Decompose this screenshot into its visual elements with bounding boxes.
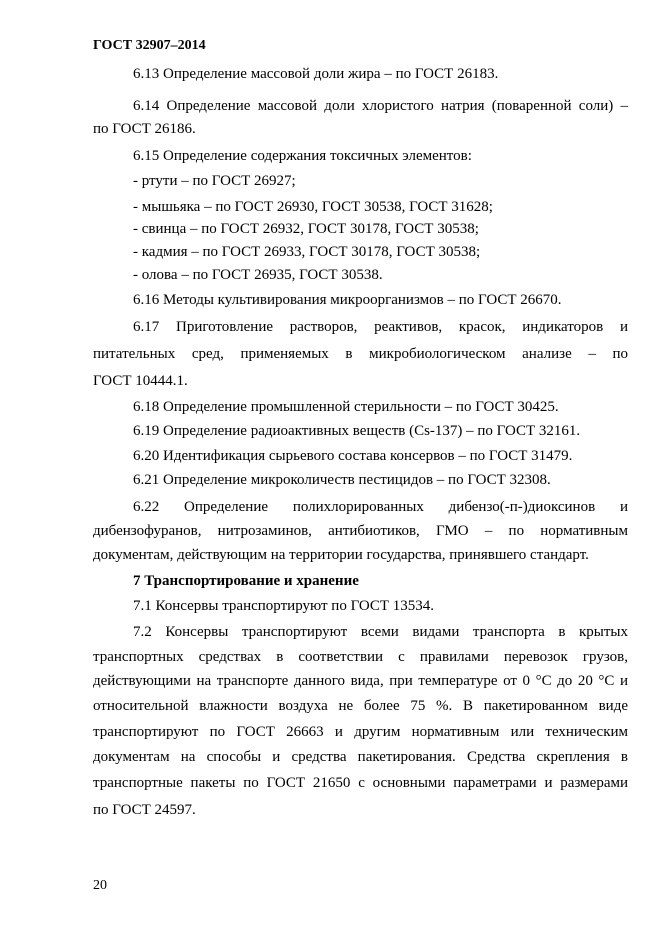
text-line-6-17-cont1: питательных сред, применяемых в микробиологическом анализе – по [93,346,628,362]
text-line-7-2-cont1: транспортных средствах в соответствии с правилами перевозок грузов, [93,649,628,665]
list-item-lead: - свинца – по ГОСТ 26932, ГОСТ 30178, ГОСТ 30538; [133,221,479,237]
text-line-7-2-cont7: по ГОСТ 24597. [93,802,196,818]
text-line-6-19: 6.19 Определение радиоактивных веществ (Cs-137) – по ГОСТ 32161. [133,423,581,439]
section-heading-7: 7 Транспортирование и хранение [133,573,359,589]
list-item-mercury: - ртути – по ГОСТ 26927; [133,173,296,189]
text-line-6-16: 6.16 Методы культивирования микроорганизмов – по ГОСТ 26670. [133,292,562,308]
text-line-6-22-cont2: документам, действующим на территории государства, принявшего стандарт. [93,547,589,563]
text-line-7-2-cont3: относительной влажности воздуха не более 75 %. В пакетированном виде [93,698,628,714]
text-line-6-21: 6.21 Определение микроколичеств пестицидов – по ГОСТ 32308. [133,472,551,488]
list-item-arsenic: - мышьяка – по ГОСТ 26930, ГОСТ 30538, ГОСТ 31628; [133,199,493,215]
text-line-7-2-cont6: транспортные пакеты по ГОСТ 21650 с основными параметрами и размерами [93,775,628,791]
list-item-cadmium: - кадмия – по ГОСТ 26933, ГОСТ 30178, ГОСТ 30538; [133,244,481,260]
text-line-6-17-cont2: ГОСТ 10444.1. [93,373,188,389]
page-number: 20 [93,878,107,893]
text-line-6-20: 6.20 Идентификация сырьевого состава консервов – по ГОСТ 31479. [133,448,573,464]
text-line-6-22-cont1: дибензофуранов, нитрозаминов, антибиотиков, ГМО – по нормативным [93,523,628,539]
text-line-6-17: 6.17 Приготовление растворов, реактивов, красок, индикаторов и [133,319,628,335]
text-line-7-1: 7.1 Консервы транспортируют по ГОСТ 13534. [133,598,435,614]
text-line-7-2-cont2: действующими на транспорте данного вида, при температуре от 0 °С до 20 °С и [93,673,628,689]
text-line-7-2: 7.2 Консервы транспортируют всеми видами транспорта в крытых [133,624,628,640]
text-line-7-2-cont5: документам на способы и средства пакетирования. Средства скрепления в [93,749,628,765]
text-line-6-18: 6.18 Определение промышленной стерильности – по ГОСТ 30425. [133,399,559,415]
text-line-6-14: 6.14 Определение массовой доли хлористого натрия (поваренной соли) – [133,98,628,114]
text-line-7-2-cont4: транспортируют по ГОСТ 26663 и другим нормативным или техническим [93,724,628,740]
text-line-6-13: 6.13 Определение массовой доли жира – по ГОСТ 26183. [133,66,499,82]
list-item-tin: - олова – по ГОСТ 26935, ГОСТ 30538. [133,267,383,283]
document-header: ГОСТ 32907–2014 [93,38,206,53]
text-line-6-14-cont: по ГОСТ 26186. [93,121,196,137]
text-line-6-22: 6.22 Определение полихлорированных дибензо(-п-)диоксинов и [133,499,628,515]
text-line-6-15: 6.15 Определение содержания токсичных элементов: [133,148,472,164]
